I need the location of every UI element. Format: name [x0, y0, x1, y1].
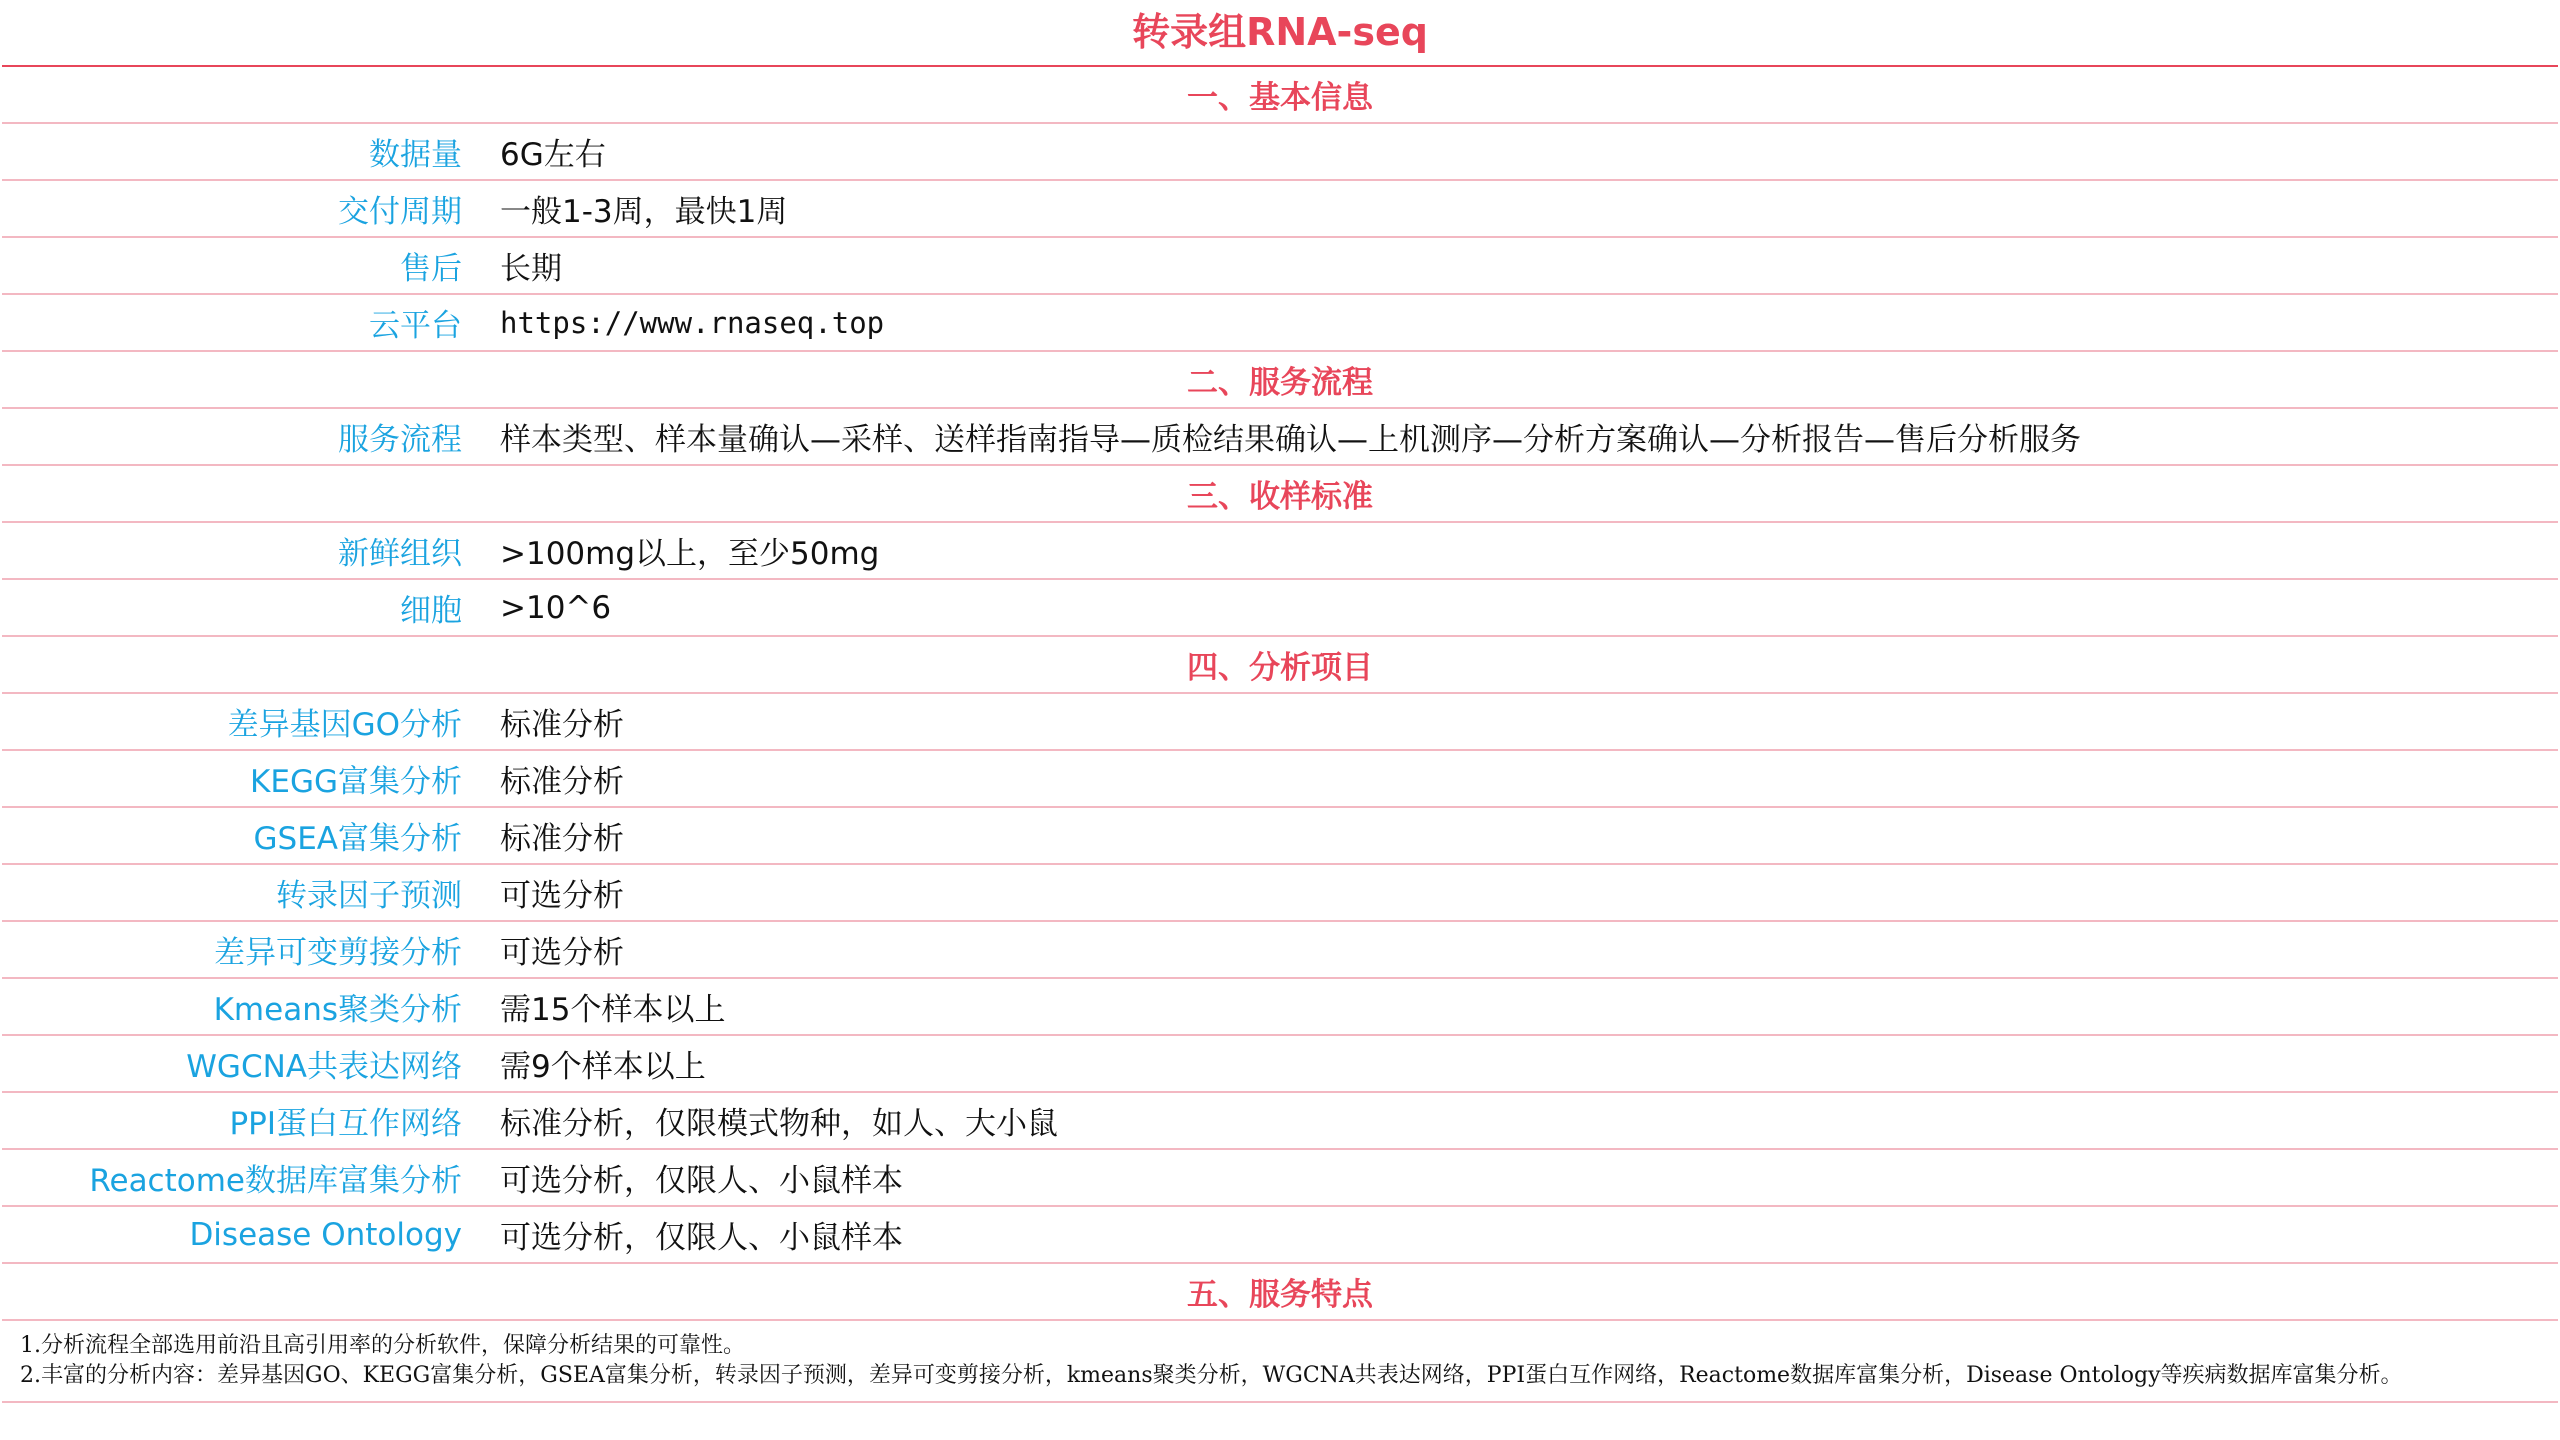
table-row	[2, 124, 2558, 181]
section-heading-standard: 三、收样标准	[2, 466, 2558, 523]
section-heading-features: 五、服务特点	[2, 1264, 2558, 1321]
row-value: 需9个样本以上	[500, 1049, 706, 1085]
row-value: >10^6	[500, 589, 612, 626]
table-row	[2, 1207, 2558, 1264]
row-label: 差异基因GO分析	[227, 707, 462, 743]
row-value: >100mg以上，至少50mg	[500, 536, 880, 572]
row-value: 6G左右	[500, 137, 606, 173]
feature-note: 2.丰富的分析内容：差异基因GO、KEGG富集分析，GSEA富集分析，转录因子预测，差异可变剪接分析，kmeans聚类分析，WGCNA共表达网络，PPI蛋白互作网络，Reactome数据库富集分析，Disease Ontology等疾病数据库富集分析。	[20, 1363, 2403, 1388]
row-label: WGCNA共表达网络	[186, 1049, 462, 1085]
row-value: 可选分析，仅限人、小鼠样本	[500, 1163, 903, 1199]
page-title: 转录组RNA-seq	[2, 0, 2558, 67]
row-value: 需15个样本以上	[500, 992, 726, 1028]
row-value: 可选分析，仅限人、小鼠样本	[500, 1220, 903, 1256]
row-value: 长期	[500, 251, 562, 287]
row-label: KEGG富集分析	[250, 764, 462, 800]
row-label: 差异可变剪接分析	[214, 935, 462, 971]
row-label: 新鲜组织	[338, 536, 462, 572]
section-heading-analysis: 四、分析项目	[2, 637, 2558, 694]
table-row	[2, 751, 2558, 808]
features-notes	[2, 1321, 2558, 1403]
row-value: 标准分析	[500, 821, 624, 857]
row-label: 云平台	[369, 308, 462, 344]
row-label: 交付周期	[338, 194, 462, 230]
row-value: 可选分析	[500, 878, 624, 914]
feature-note: 1.分析流程全部选用前沿且高引用率的分析软件，保障分析结果的可靠性。	[20, 1333, 745, 1358]
table-row	[2, 181, 2558, 238]
row-label: 服务流程	[338, 422, 462, 458]
table-row	[2, 580, 2558, 637]
table-row	[2, 694, 2558, 751]
cloud-platform-link[interactable]: https://www.rnaseq.top	[500, 305, 885, 340]
row-value: 标准分析	[500, 764, 624, 800]
row-label: 数据量	[369, 137, 462, 173]
row-value: 标准分析	[500, 707, 624, 743]
row-label: Kmeans聚类分析	[213, 992, 462, 1028]
row-label: 售后	[400, 251, 462, 287]
row-value: 可选分析	[500, 935, 624, 971]
table-row	[2, 523, 2558, 580]
row-label: 转录因子预测	[276, 878, 462, 914]
row-value: 一般1-3周，最快1周	[500, 194, 788, 230]
table-row	[2, 238, 2558, 295]
row-value: 样本类型、样本量确认—采样、送样指南指导—质检结果确认—上机测序—分析方案确认—分析报告—售后分析服务	[500, 422, 2081, 458]
table-row	[2, 979, 2558, 1036]
table-row	[2, 865, 2558, 922]
row-label: PPI蛋白互作网络	[229, 1106, 462, 1142]
table-row	[2, 1093, 2558, 1150]
section-heading-process: 二、服务流程	[2, 352, 2558, 409]
table-row	[2, 808, 2558, 865]
row-label: Reactome数据库富集分析	[89, 1163, 462, 1199]
table-row	[2, 409, 2558, 466]
row-label: Disease Ontology	[189, 1216, 462, 1253]
table-row	[2, 1150, 2558, 1207]
table-row	[2, 1036, 2558, 1093]
row-label: 细胞	[400, 593, 462, 629]
table-row	[2, 922, 2558, 979]
row-value: 标准分析，仅限模式物种，如人、大小鼠	[500, 1106, 1058, 1142]
row-label: GSEA富集分析	[253, 821, 462, 857]
table-row	[2, 295, 2558, 352]
section-heading-basic: 一、基本信息	[2, 67, 2558, 124]
